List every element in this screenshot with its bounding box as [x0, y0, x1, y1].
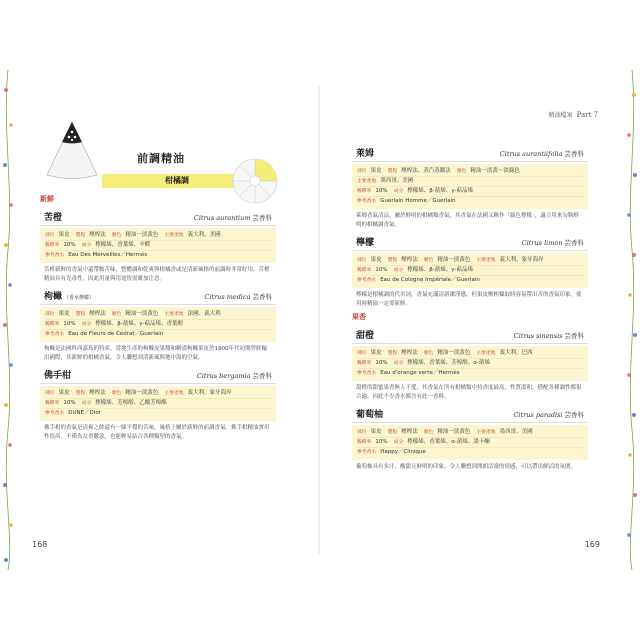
info-value: 果皮: [370, 257, 382, 263]
latin-text: Citrus sinensis: [513, 332, 563, 340]
latin-name: [514, 331, 584, 340]
oil-name: [44, 289, 94, 302]
info-row: [357, 359, 583, 369]
info-key: 主要產地: [476, 351, 496, 356]
page-number: 169: [584, 540, 600, 549]
info-key: 稀釋率: [357, 189, 372, 194]
floral-border-left: [0, 70, 16, 570]
plant-family: 芸香科: [564, 332, 584, 340]
info-value: 果皮: [370, 168, 382, 174]
info-value: 法國、義大利: [187, 311, 221, 317]
info-value: 義大利、象牙海岸: [499, 257, 544, 263]
entries-column-left: [40, 190, 276, 441]
info-key: 稀釋率: [45, 243, 60, 248]
info-key: 顏色: [423, 430, 434, 435]
oil-info-panel: [40, 307, 276, 342]
plant-family: 芸香科: [564, 411, 584, 419]
info-value: 檸檬烯、香葉烯、芳樟醇、α-蒎烯: [407, 360, 490, 366]
info-value: 壓榨法: [89, 311, 106, 317]
info-key: 主要產地: [164, 312, 184, 317]
info-value: 壓榨法: [89, 232, 106, 238]
latin-name: [500, 149, 584, 158]
info-row: [357, 197, 583, 206]
info-key: 製程: [387, 351, 398, 356]
info-key: 參考香水: [357, 199, 377, 204]
plant-family: 芸香科: [252, 214, 272, 222]
oil-name: 檸檬: [356, 238, 375, 248]
info-value: 10%: [63, 242, 76, 248]
entry-header: [352, 407, 588, 423]
info-value: 精油一淡黃色: [125, 232, 159, 238]
info-value: 義大利、巴西: [499, 350, 533, 356]
info-row: [45, 320, 271, 330]
info-key: 主要產地: [164, 391, 184, 396]
oil-name-sub: （香水檸檬）: [64, 295, 95, 301]
info-value: 精油一淡黃色: [125, 311, 159, 317]
info-key: 製程: [387, 430, 398, 435]
latin-text: Citrus paradisi: [513, 411, 563, 419]
info-key: 主要產地: [476, 430, 496, 435]
book-spine: [318, 85, 320, 555]
entries-column-right: [352, 140, 588, 472]
info-value: 10%: [375, 360, 388, 366]
info-value: 10%: [375, 267, 388, 273]
latin-text: Citrus aurantium: [193, 214, 251, 222]
info-key: 部位: [45, 391, 55, 396]
info-value: 檸檬烯、β-蒎烯、γ-萜品烯: [407, 267, 473, 273]
info-key: 成分: [81, 243, 92, 248]
info-key: 製程: [75, 391, 86, 396]
info-row: [357, 428, 583, 438]
info-value: 果皮: [58, 232, 70, 238]
info-value: 義大利、美國: [187, 232, 221, 238]
info-value: 果皮: [58, 390, 70, 396]
info-key: 稀釋率: [45, 401, 60, 406]
oil-entry: [352, 235, 588, 308]
oil-name: 苦橙: [44, 213, 63, 223]
info-key: 部位: [45, 312, 55, 317]
info-key: 顏色: [423, 351, 434, 356]
info-value: 壓榨法: [401, 350, 418, 356]
info-row: [357, 349, 583, 359]
info-value: Eau de Fleurs de Cédrat／Guerlain: [68, 331, 164, 337]
info-value: 檸檬烯、香葉烯、辛醛: [95, 242, 151, 248]
oil-description: 甜橙的甜蜜果香無人不愛，其香氣在所有柑橘類中持香度最高，性質溫和，搭配各種調性都很合適，因此不少香水都含有此一香料。: [356, 385, 582, 400]
latin-name: [513, 410, 584, 419]
plant-family: 芸香科: [252, 293, 272, 301]
oil-entry: [352, 146, 588, 229]
info-row: [45, 251, 271, 260]
info-key: 成分: [81, 322, 92, 327]
oil-entry: [40, 368, 276, 441]
info-row: [357, 256, 583, 266]
info-key: 稀釋率: [45, 322, 60, 327]
info-key: 參考香水: [45, 253, 65, 258]
oil-entry: [352, 407, 588, 472]
info-key: 部位: [45, 233, 55, 238]
info-key: 成分: [393, 361, 404, 366]
info-key: 稀釋率: [357, 361, 372, 366]
latin-name: [194, 213, 272, 222]
info-value: 墨西哥、美國: [499, 429, 533, 435]
chapter-title: 前調精油: [137, 152, 185, 165]
info-value: Happy／Clinique: [380, 449, 426, 455]
perfume-pyramid-icon: [42, 120, 102, 180]
info-value: 壓榨法: [89, 390, 106, 396]
entry-header: [40, 368, 276, 384]
info-value: 10%: [63, 400, 76, 406]
section-label: 新鮮: [40, 195, 54, 203]
latin-text: Citrus medica: [204, 293, 251, 301]
entry-header: [352, 328, 588, 344]
plant-family: 芸香科: [252, 372, 272, 380]
info-row: [357, 448, 583, 457]
oil-name: 佛手柑: [44, 371, 72, 381]
latin-text: Citrus limon: [521, 239, 563, 247]
oil-description: 苦橙新鮮的香氣中還帶點苦味，整體調和乾爽與柑橘香或是清新風格的前調時非常好用。苦橙精油具有光毒性，因此用量與用途皆需嚴加注意。: [44, 267, 270, 282]
info-value: 壓榨法、蒸汽蒸餾法: [401, 168, 451, 174]
oil-entry: [40, 210, 276, 283]
info-key: 製程: [387, 169, 398, 174]
info-row: [45, 310, 271, 320]
info-value: 墨西哥、美國: [380, 178, 414, 184]
left-page: [22, 85, 294, 555]
right-page: [334, 85, 606, 555]
info-key: 稀釋率: [357, 268, 372, 273]
info-value: 果皮: [370, 429, 382, 435]
entry-header: [40, 210, 276, 226]
oil-description: 萊姆香氣清涼，屬於鮮明的柑橘類香氣，其香氣在法國又稱作「綠色檸檬」，適合用來勾勒鮮明的柑橘調香氣。: [356, 213, 579, 228]
info-row: [357, 369, 583, 378]
info-value: 檸檬烯、β-蒎烯、γ-萜品烯、香葉醇: [95, 321, 183, 327]
oil-info-panel: [352, 253, 588, 288]
info-value: Eau d'orange verte／Hermès: [380, 370, 460, 376]
info-row: [357, 187, 583, 197]
info-key: 參考香水: [45, 332, 65, 337]
info-row: [45, 241, 271, 251]
info-value: 10%: [375, 188, 388, 194]
oil-name-text: 枸櫞: [44, 292, 63, 302]
info-key: 顏色: [456, 169, 467, 174]
info-key: 參考香水: [45, 411, 65, 416]
info-row: [357, 167, 583, 177]
info-row: [45, 399, 271, 409]
info-key: 顏色: [111, 233, 122, 238]
oil-description: 葡萄柚具有多汁、酸甜且鮮明的印象，令人聯想到開朗活潑的情感，可以帶出鮮活的氛圍。: [356, 464, 577, 470]
oil-description: 檸檬是柑橘調的代名詞，香氣充滿清新潔淨感，但果皮壓榨擷取時容易帶出苦的香氣印象，使用時精油一定要新鮮。: [356, 292, 582, 307]
info-key: 成分: [393, 268, 404, 273]
info-value: 檸檬烯、芳樟醇、乙酸芳樟酯: [95, 400, 167, 406]
category-label: 柑橘調: [102, 174, 252, 188]
oil-entry: [40, 289, 276, 362]
oil-info-panel: [40, 228, 276, 263]
latin-name: [197, 371, 272, 380]
info-key: 主要產地: [164, 233, 184, 238]
entry-header: [352, 146, 588, 162]
latin-name: [522, 238, 584, 247]
info-row: [357, 266, 583, 276]
page-number: 168: [32, 540, 48, 549]
oil-info-panel: [40, 386, 276, 421]
oil-name: 甜橙: [356, 331, 375, 341]
info-key: 製程: [75, 312, 86, 317]
info-value: Eau Des Merveilles／Hermès: [68, 252, 148, 258]
latin-name: [204, 292, 272, 301]
floral-border-right: [624, 70, 640, 570]
info-key: 製程: [75, 233, 86, 238]
info-value: 壓榨法: [401, 429, 418, 435]
info-key: 主要產地: [357, 179, 377, 184]
info-value: 精油一淡黃色: [437, 257, 471, 263]
info-key: 成分: [393, 189, 404, 194]
info-key: 部位: [357, 351, 367, 356]
oil-description: 枸櫞是法國科西嘉島的特產，當地生產的枸櫞皮果醬和糖漬枸櫞果皮於1900年代初期曾經輸出國際，其新鮮的柑橘香氣，令人聯想到清新風與地中海的空氣。: [44, 346, 267, 361]
info-key: 部位: [357, 169, 367, 174]
info-key: 顏色: [111, 391, 122, 396]
info-key: 顏色: [423, 258, 434, 263]
oil-info-panel: [352, 346, 588, 381]
info-value: Eau de Cologne Impériale／Guerlain: [380, 277, 480, 283]
info-value: DUNE／Dior: [68, 410, 101, 416]
info-key: 參考香水: [357, 278, 377, 283]
info-key: 成分: [393, 440, 404, 445]
entry-header: [40, 289, 276, 305]
info-value: 精油一淡黃色: [437, 350, 471, 356]
plant-family: 芸香科: [564, 150, 584, 158]
info-value: 10%: [63, 321, 76, 327]
info-key: 參考香水: [357, 371, 377, 376]
latin-text: Citrus bergamia: [196, 372, 251, 380]
latin-text: Citrus aurantiifolia: [499, 150, 563, 158]
running-head-text: 精油檔案: [548, 112, 573, 119]
info-key: 稀釋率: [357, 440, 372, 445]
running-head: [549, 110, 598, 119]
info-row: [45, 389, 271, 399]
info-row: [357, 438, 583, 448]
info-row: [45, 330, 271, 339]
info-key: 顏色: [111, 312, 122, 317]
info-key: 成分: [81, 401, 92, 406]
info-key: 部位: [357, 258, 367, 263]
oil-description: 佛手柑的香氣是清爽之餘還有一絲平穩的苦味，風格上屬於新鮮的前調香氣。佛手柑精油實用性很高，不僅為女香數款，也能輕易結合各種類型的香氣。: [44, 425, 270, 440]
info-value: 義大利、象牙海岸: [187, 390, 232, 396]
info-key: 部位: [357, 430, 367, 435]
oil-entry: [352, 328, 588, 401]
part-label: Part 7: [576, 111, 598, 119]
info-value: 檸檬烯、β-蒎烯、γ-萜品烯: [407, 188, 473, 194]
info-row: [45, 409, 271, 418]
info-key: 參考香水: [357, 450, 377, 455]
info-value: 10%: [375, 439, 388, 445]
info-value: 檸檬烯、香葉烯、α-蒎烯、諾卡酮: [407, 439, 490, 445]
info-row: [357, 177, 583, 187]
plant-family: 芸香科: [564, 239, 584, 247]
info-key: 主要產地: [476, 258, 496, 263]
info-key: 製程: [387, 258, 398, 263]
oil-name: 葡萄柚: [356, 410, 384, 420]
info-value: 果皮: [370, 350, 382, 356]
info-row: [45, 231, 271, 241]
info-value: Guerlain Homme／Guerlain: [380, 198, 456, 204]
info-value: 精油一淡黃～淡綠色: [470, 168, 520, 174]
info-value: 壓榨法: [401, 257, 418, 263]
info-row: [357, 276, 583, 285]
oil-info-panel: [352, 164, 588, 209]
info-value: 精油一淡黃色: [125, 390, 159, 396]
info-value: 精油一淡黃色: [437, 429, 471, 435]
oil-name: 萊姆: [356, 149, 375, 159]
section-label: 果香: [352, 313, 366, 321]
entry-header: [352, 235, 588, 251]
oil-info-panel: [352, 425, 588, 460]
info-value: 果皮: [58, 311, 70, 317]
